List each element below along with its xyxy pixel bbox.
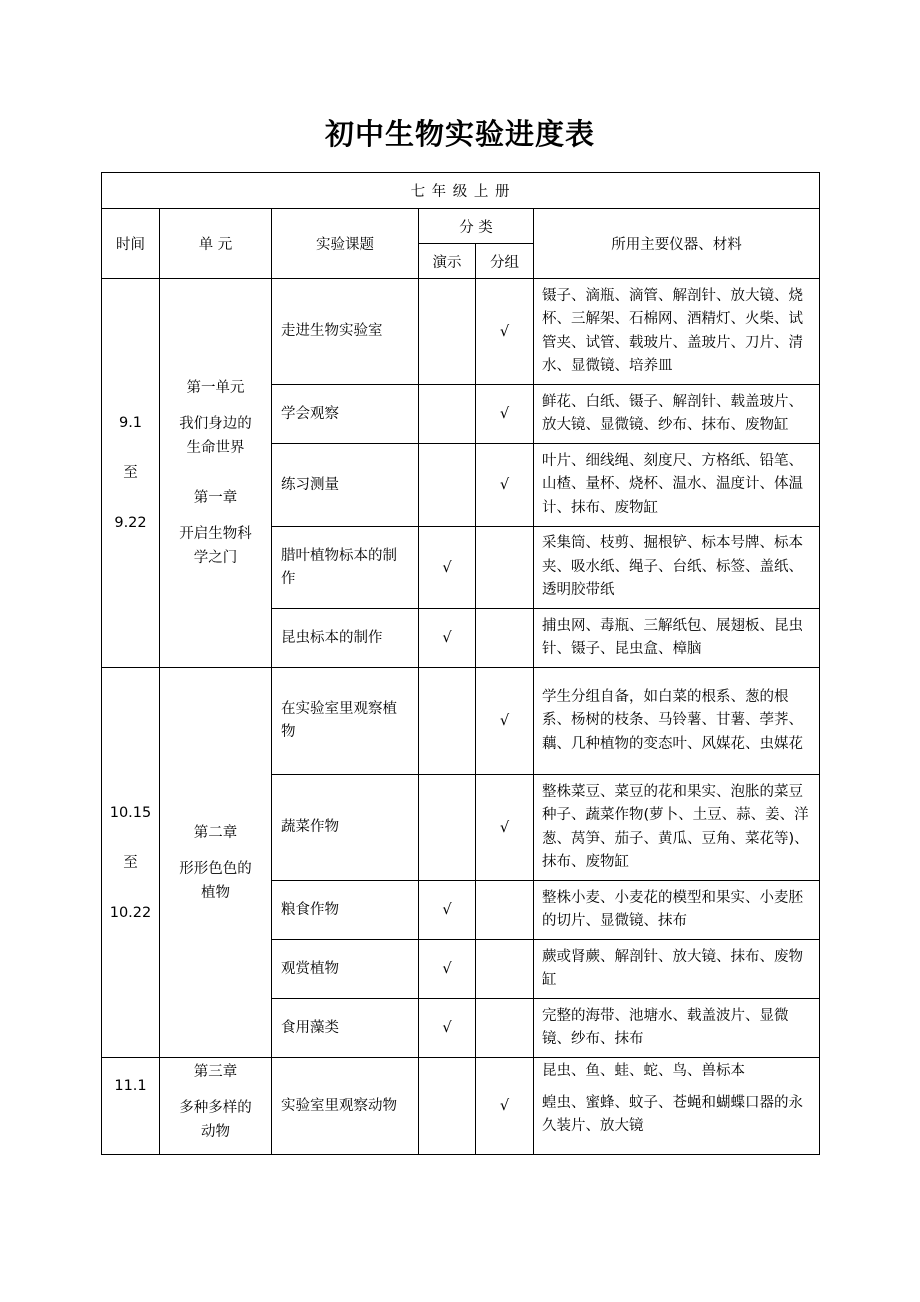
header-category: 分 类 <box>419 209 534 244</box>
demo-cell <box>419 668 476 775</box>
header-materials: 所用主要仪器、材料 <box>534 209 820 279</box>
group-cell <box>476 999 534 1058</box>
unit-cell: 第三章 多种多样的 动物 <box>160 1058 272 1155</box>
materials-cell: 蕨或肾蕨、解剖针、放大镜、抹布、废物缸 <box>534 940 820 999</box>
header-time: 时间 <box>102 209 160 279</box>
materials-cell: 捕虫网、毒瓶、三解纸包、展翅板、昆虫针、镊子、昆虫盒、樟脑 <box>534 609 820 668</box>
unit-cell: 第一单元 我们身边的 生命世界 第一章 开启生物科 学之门 <box>160 279 272 668</box>
topic-cell: 粮食作物 <box>272 881 419 940</box>
demo-check: √ <box>419 609 476 668</box>
table-row <box>102 1058 820 1155</box>
materials-cell: 完整的海带、池塘水、载盖波片、显微镜、纱布、抹布 <box>534 999 820 1058</box>
group-check: √ <box>476 775 534 881</box>
page-title: 初中生物实验进度表 <box>324 117 595 151</box>
group-check: √ <box>476 444 534 527</box>
materials-cell: 学生分组自备，如白菜的根系、葱的根系、杨树的枝条、马铃薯、甘薯、荸荠、藕、几种植物的变态叶、风媒花、虫媒花 <box>534 668 820 775</box>
group-check: √ <box>476 279 534 385</box>
demo-check: √ <box>419 527 476 609</box>
materials-cell: 采集筒、枝剪、掘根铲、标本号牌、标本夹、吸水纸、绳子、台纸、标签、盖纸、透明胶带纸 <box>534 527 820 609</box>
materials-cell: 整株小麦、小麦花的模型和果实、小麦胚的切片、显微镜、抹布 <box>534 881 820 940</box>
demo-cell <box>419 1058 476 1155</box>
topic-cell: 观赏植物 <box>272 940 419 999</box>
materials-cell: 整株菜豆、菜豆的花和果实、泡胀的菜豆种子、蔬菜作物(萝卜、土豆、蒜、姜、洋葱、莴笋、茄子、黄瓜、豆角、菜花等)、抹布、废物缸 <box>534 775 820 881</box>
group-check: √ <box>476 385 534 444</box>
group-cell <box>476 940 534 999</box>
demo-check: √ <box>419 940 476 999</box>
time-cell: 10.15 至 10.22 <box>102 668 160 1058</box>
topic-cell: 练习测量 <box>272 444 419 527</box>
group-cell <box>476 609 534 668</box>
header-topic: 实验课题 <box>272 209 419 279</box>
time-cell: 9.1 至 9.22 <box>102 279 160 668</box>
header-demo: 演示 <box>419 244 476 279</box>
topic-cell: 在实验室里观察植物 <box>272 668 419 775</box>
topic-cell: 走进生物实验室 <box>272 279 419 385</box>
topic-cell: 腊叶植物标本的制作 <box>272 527 419 609</box>
unit-cell: 第二章 形形色色的 植物 <box>160 668 272 1058</box>
time-cell: 11.1 <box>102 1058 160 1155</box>
group-check: √ <box>476 1058 534 1155</box>
demo-check: √ <box>419 999 476 1058</box>
topic-cell: 蔬菜作物 <box>272 775 419 881</box>
table-row <box>102 279 820 385</box>
schedule-table <box>101 172 820 1155</box>
grade-header: 七 年 级 上 册 <box>102 173 820 209</box>
topic-cell: 实验室里观察动物 <box>272 1058 419 1155</box>
demo-check: √ <box>419 881 476 940</box>
demo-cell <box>419 775 476 881</box>
materials-cell: 叶片、细线绳、刻度尺、方格纸、铅笔、山楂、量杯、烧杯、温水、温度计、体温计、抹布、废物缸 <box>534 444 820 527</box>
group-cell <box>476 881 534 940</box>
demo-cell <box>419 444 476 527</box>
materials-cell: 镊子、滴瓶、滴管、解剖针、放大镜、烧杯、三解架、石棉网、酒精灯、火柴、试管夹、试管、载玻片、盖玻片、刀片、清水、显微镜、培养皿 <box>534 279 820 385</box>
materials-cell: 昆虫、鱼、蛙、蛇、鸟、兽标本 蝗虫、蜜蜂、蚊子、苍蝇和蝴蝶口器的永久装片、放大镜 <box>534 1058 820 1155</box>
topic-cell: 昆虫标本的制作 <box>272 609 419 668</box>
table-row <box>102 668 820 775</box>
group-check: √ <box>476 668 534 775</box>
header-unit: 单 元 <box>160 209 272 279</box>
topic-cell: 食用藻类 <box>272 999 419 1058</box>
demo-cell <box>419 385 476 444</box>
materials-cell: 鲜花、白纸、镊子、解剖针、载盖玻片、放大镜、显微镜、纱布、抹布、废物缸 <box>534 385 820 444</box>
topic-cell: 学会观察 <box>272 385 419 444</box>
header-group: 分组 <box>476 244 534 279</box>
demo-cell <box>419 279 476 385</box>
group-cell <box>476 527 534 609</box>
